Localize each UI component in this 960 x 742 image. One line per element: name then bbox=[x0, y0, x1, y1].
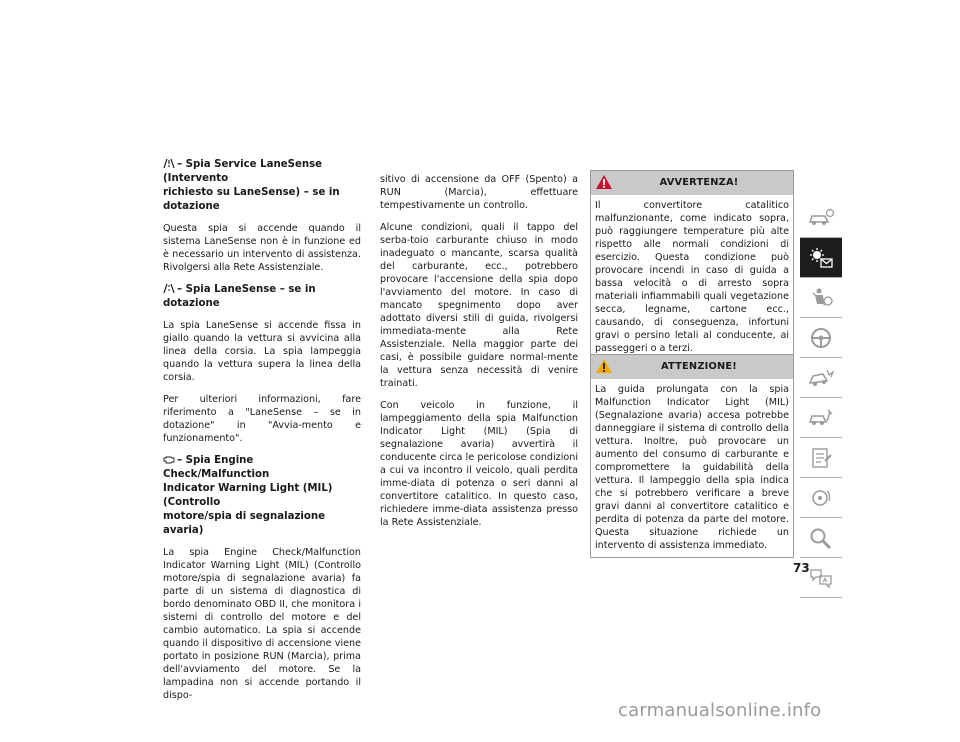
caution-box bbox=[590, 354, 794, 558]
heading-line: motore/spia di segnalazione avaria) bbox=[163, 511, 326, 536]
heading-engine-check bbox=[163, 454, 361, 538]
paragraph: Per ulteriori informazioni, fare riferimento a "LaneSense – se in dotazione" in "Avvia-mento e funzionamento". bbox=[163, 394, 361, 444]
steering-wheel-icon bbox=[807, 326, 835, 350]
tab-driving[interactable] bbox=[800, 318, 842, 358]
tab-safety[interactable] bbox=[800, 278, 842, 318]
paragraph: Con veicolo in funzione, il lampeggiamento della spia Malfunction Indicator Light (MIL) (Spia di segnalazione avaria) avvertirà il conducente circa le pericolose condizioni a cui va incontro il veicolo, quali perdita imme-diata di potenza o seri danni al convertitore catalitico. In questo caso, richiedere imme-diata assistenza presso la Rete Assistenziale. bbox=[380, 400, 578, 528]
heading-lanesense bbox=[163, 283, 361, 311]
heading-line: – Spia Service LaneSense (Intervento bbox=[163, 159, 323, 184]
caution-box-text: La guida prolungata con la spia Malfunction Indicator Light (MIL) (Segnalazione avaria) accesa potrebbe danneggiare il sistema di controllo della vettura. Inoltre, può provocare un aumento del consumo di carburante e compromettere la guidabilità della vettura. Il lampeggio della spia indica che si potrebbero verificare a breve gravi danni al convertitore catalitico e perdita di potenza da parte del motore. Questa situazione richiede un intervento di assistenza immediato. bbox=[595, 384, 789, 551]
tab-emergency[interactable] bbox=[800, 358, 842, 398]
left-column bbox=[163, 158, 361, 711]
lanesense-icon bbox=[163, 283, 175, 293]
safety-seat-icon bbox=[807, 287, 835, 309]
tab-dashboard-warnings[interactable] bbox=[800, 238, 842, 278]
warning-box-title: AVVERTENZA! bbox=[659, 177, 739, 188]
tab-specifications[interactable] bbox=[800, 438, 842, 478]
caution-box-header bbox=[591, 355, 793, 379]
paragraph: sitivo di accensione da OFF (Spento) a RUN (Marcia), effettuare tempestivamente un controllo. bbox=[380, 174, 578, 211]
warning-box-text: Il convertitore catalitico malfunzionante, come indicato sopra, può raggiungere temperature più alte rispetto alle normali condizioni di esercizio. Questa condizione può provocare incendi in caso di guida a bassa velocità o di arresto sopra materiali infiammabili quali vegetazione secca, legname, cartone ecc., causando, di conseguenza, infortuni gravi o persino letali al conducente, ai passeggeri o a terzi. bbox=[595, 200, 789, 354]
warning-box-header bbox=[591, 171, 793, 195]
lanesense-service-icon bbox=[163, 158, 175, 168]
car-info-icon bbox=[807, 208, 835, 228]
caution-triangle-icon bbox=[595, 358, 613, 374]
tab-car-info[interactable] bbox=[800, 198, 842, 238]
warning-triangle-icon bbox=[595, 174, 613, 190]
heading-line: – Spia Engine Check/Malfunction bbox=[163, 455, 270, 480]
heading-line: richiesto su LaneSense) – se in dotazione bbox=[163, 187, 340, 212]
media-icon bbox=[807, 487, 835, 509]
engine-icon bbox=[163, 454, 175, 464]
car-crash-icon bbox=[807, 367, 835, 389]
tab-multimedia[interactable] bbox=[800, 478, 842, 518]
car-service-icon bbox=[807, 407, 835, 429]
tab-service[interactable] bbox=[800, 398, 842, 438]
page-number: 73 bbox=[793, 561, 810, 575]
warning-box bbox=[590, 170, 794, 361]
dashboard-warning-icon bbox=[807, 247, 835, 269]
maintenance-checklist-icon bbox=[807, 447, 835, 469]
paragraph: Questa spia si accende quando il sistema LaneSense non è in funzione ed è necessario un intervento di assistenza. Rivolgersi alla Rete Assistenziale. bbox=[163, 223, 361, 273]
chapter-tabs bbox=[800, 198, 842, 598]
middle-column bbox=[380, 173, 578, 538]
paragraph: La spia Engine Check/Malfunction Indicator Warning Light (MIL) (Controllo motore/spia di segnalazione avaria) fa parte di un sistema di diagnostica di bordo denominato OBD II, che monitora i sistemi di controllo del motore e del cambio automatico. La spia si accende quando il dispositivo di accensione viene portato in posizione RUN (Marcia), prima dell'avviamento del motore. Se la lampadina non si accende portando il dispo- bbox=[163, 547, 361, 701]
caution-box-title: ATTENZIONE! bbox=[661, 361, 737, 372]
heading-service-lanesense bbox=[163, 158, 361, 214]
watermark: carmanualsonline.info bbox=[618, 700, 822, 721]
tab-index[interactable] bbox=[800, 518, 842, 558]
search-index-icon bbox=[807, 526, 835, 550]
paragraph: La spia LaneSense si accende fissa in giallo quando la vettura si avvicina alla linea della corsia. La spia lampeggia quando la vettura supera la linea della corsia. bbox=[163, 320, 361, 383]
heading-line: Indicator Warning Light (MIL) (Controllo bbox=[163, 483, 333, 508]
language-icon bbox=[807, 566, 835, 590]
paragraph: Alcune condizioni, quali il tappo del serba-toio carburante chiuso in modo inadeguato o mancante, scarsa qualità del carburante, ecc., potrebbero provocare l'accensione della spia dopo l'avviamento del motore. In caso di mancato spegnimento dopo aver adottato diversi stili di guida, rivolgersi immediata-mente alla Rete Assistenziale. Nella maggior parte dei casi, è possibile guidare normal-mente la vettura senza necessità di venire trainati. bbox=[380, 222, 578, 389]
heading-line: – Spia LaneSense – se in dotazione bbox=[163, 284, 316, 309]
